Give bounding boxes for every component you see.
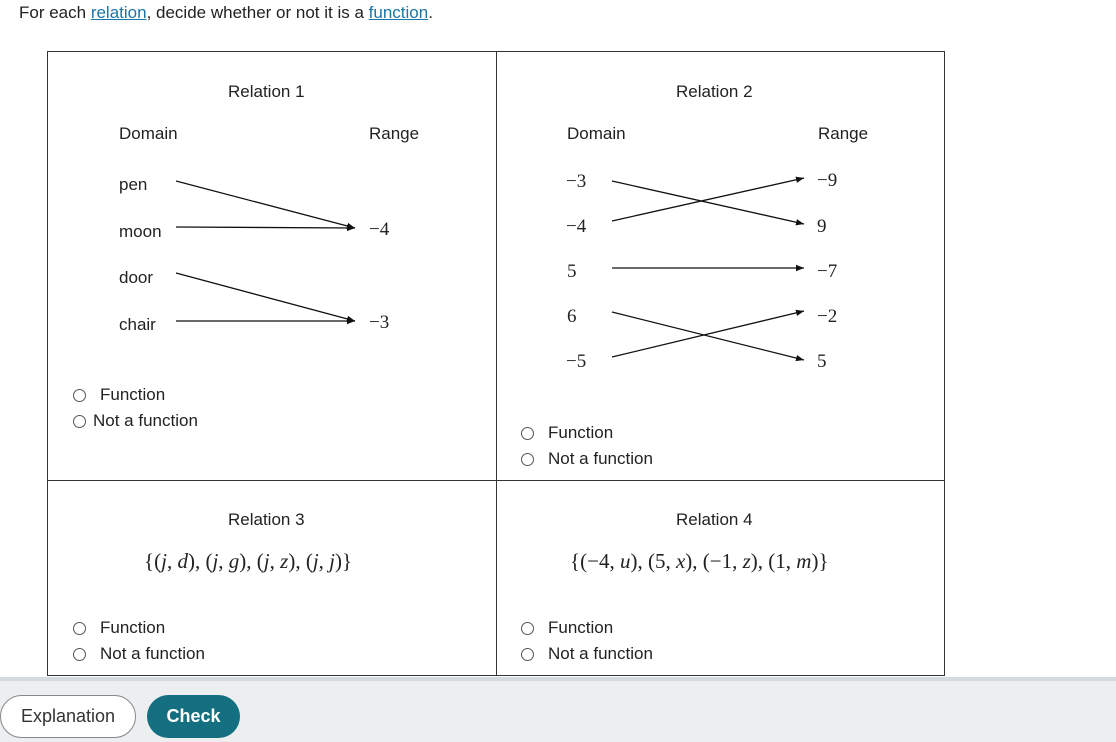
radio-label: Not a function	[100, 644, 205, 663]
relation-2-not-function-radio[interactable]	[521, 449, 653, 469]
relation-3-function-radio[interactable]	[73, 618, 165, 638]
range-item: −4	[369, 219, 390, 240]
relation-1-domain-header: Domain	[119, 124, 178, 143]
check-button[interactable]: Check	[147, 695, 240, 738]
domain-item: −5	[566, 351, 587, 372]
relation-3-title: Relation 3	[228, 510, 305, 529]
relation-3-not-function-radio[interactable]	[73, 644, 205, 664]
relation-1-range-header: Range	[369, 124, 420, 143]
relation-1-not-function-radio[interactable]	[73, 411, 198, 431]
domain-item: chair	[119, 315, 156, 334]
relation-1-function-radio[interactable]	[73, 385, 165, 405]
radio-circle[interactable]	[73, 389, 86, 402]
range-item: −3	[369, 312, 390, 333]
radio-circle[interactable]	[521, 427, 534, 440]
radio-label: Function	[548, 423, 614, 442]
domain-item: door	[119, 268, 154, 287]
radio-circle[interactable]	[73, 415, 86, 428]
domain-item: moon	[119, 222, 162, 241]
radio-label: Function	[548, 618, 614, 637]
relation-2-range-header: Range	[818, 124, 869, 143]
relation-2-domain-header: Domain	[567, 124, 626, 143]
radio-circle[interactable]	[521, 453, 534, 466]
radio-label: Not a function	[548, 449, 653, 468]
relation-1-title: Relation 1	[228, 82, 305, 101]
range-item: −9	[817, 170, 838, 191]
relation-4-set: {(−4, u), (5, x), (−1, z), (1, m)}	[570, 549, 829, 573]
range-item: 9	[817, 216, 827, 237]
arrow-door-to-neg3	[176, 273, 355, 321]
explanation-button[interactable]: Explanation	[0, 695, 136, 738]
radio-circle[interactable]	[521, 648, 534, 661]
arrow-6-to-5	[612, 312, 804, 360]
arrow-neg5-to-neg2	[612, 311, 804, 357]
relation-2-function-radio[interactable]	[521, 423, 613, 443]
arrow-moon-to-neg4	[176, 227, 355, 228]
prompt-text: For each	[19, 3, 91, 22]
domain-item: pen	[119, 175, 148, 194]
arrow-neg4-to-neg9	[612, 178, 804, 221]
radio-circle[interactable]	[521, 622, 534, 635]
radio-label: Function	[100, 385, 166, 404]
relation-4-not-function-radio[interactable]	[521, 644, 653, 664]
relation-2-title: Relation 2	[676, 82, 753, 101]
domain-item: 5	[567, 261, 577, 282]
footer-bar	[0, 677, 1116, 742]
arrow-pen-to-neg4	[176, 181, 355, 228]
radio-circle[interactable]	[73, 648, 86, 661]
relation-3-set: {(j, d), (j, g), (j, z), (j, j)}	[144, 549, 353, 573]
range-item: −2	[817, 306, 838, 327]
domain-item: 6	[567, 306, 577, 327]
radio-circle[interactable]	[73, 622, 86, 635]
arrow-neg3-to-9	[612, 181, 804, 224]
radio-label: Function	[100, 618, 166, 637]
domain-item: −4	[566, 216, 587, 237]
relation-4-function-radio[interactable]	[521, 618, 613, 638]
prompt-text: , decide whether or not it is a	[146, 3, 369, 22]
prompt-text: .	[428, 3, 433, 22]
range-item: −7	[817, 261, 838, 282]
domain-item: −3	[566, 171, 587, 192]
range-item: 5	[817, 351, 827, 372]
relation-link[interactable]: relation	[90, 3, 147, 22]
function-link[interactable]: function	[368, 3, 429, 22]
relation-4-title: Relation 4	[676, 510, 753, 529]
radio-label: Not a function	[93, 411, 198, 430]
radio-label: Not a function	[548, 644, 653, 663]
